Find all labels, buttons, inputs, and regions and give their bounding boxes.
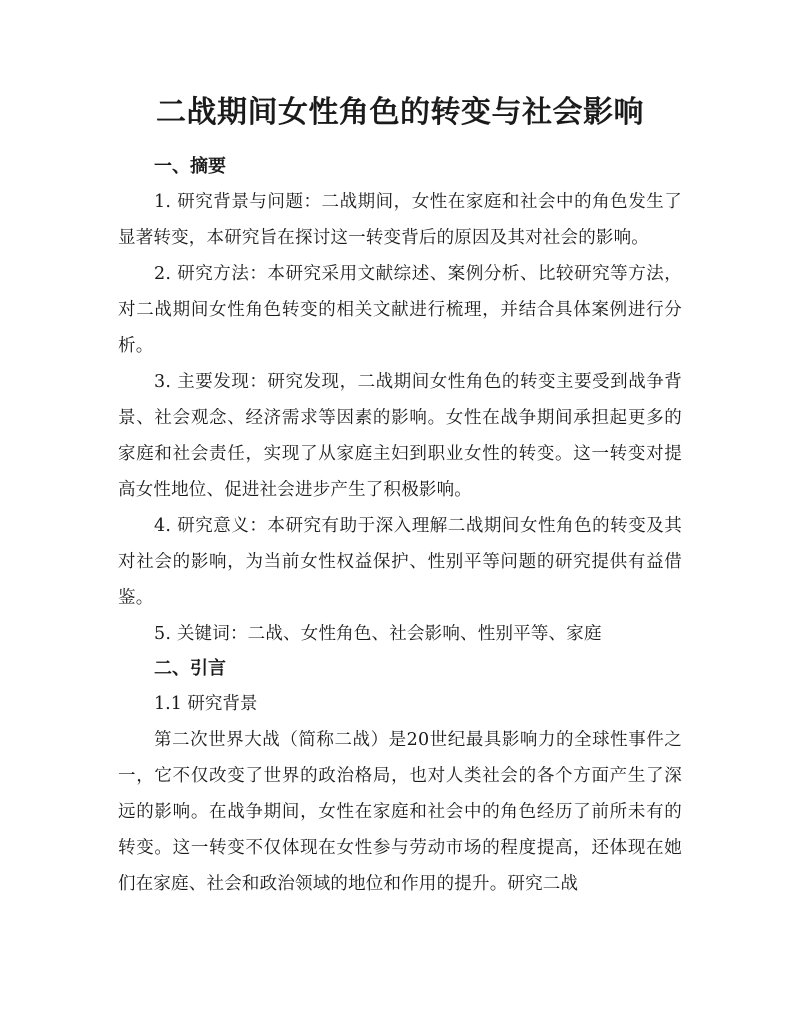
abstract-item-keywords: 5. 关键词：二战、女性角色、社会影响、性别平等、家庭 — [154, 624, 602, 644]
document-title: 二战期间女性角色的转变与社会影响 — [156, 95, 644, 130]
abstract-item-findings: 3. 主要发现：研究发现，二战期间女性角色的转变主要受到战争背景、社会观念、经济需求等因素的影响。女性在战争期间承担起更多的家庭和社会责任，实现了从家庭主妇到职业女性的转变。这一转变对提高女性地位、促进社会进步产生了积极影响。 — [118, 372, 682, 500]
abstract-section — [118, 150, 682, 652]
introduction-heading: 二、引言 — [154, 658, 226, 679]
abstract-item-methods: 2. 研究方法：本研究采用文献综述、案例分析、比较研究等方法，对二战期间女性角色转变的相关文献进行梳理，并结合具体案例进行分析。 — [118, 264, 682, 356]
abstract-item-significance: 4. 研究意义：本研究有助于深入理解二战期间女性角色的转变及其对社会的影响，为当前女性权益保护、性别平等问题的研究提供有益借鉴。 — [118, 516, 682, 608]
abstract-heading: 一、摘要 — [154, 156, 226, 177]
introduction-section — [118, 652, 682, 902]
research-background-subheading: 1.1 研究背景 — [154, 694, 258, 714]
abstract-item-background: 1. 研究背景与问题：二战期间，女性在家庭和社会中的角色发生了显著转变，本研究旨在探讨这一转变背后的原因及其对社会的影响。 — [118, 192, 682, 248]
introduction-paragraph: 第二次世界大战（简称二战）是20世纪最具影响力的全球性事件之一，它不仅改变了世界的政治格局，也对人类社会的各个方面产生了深远的影响。在战争期间，女性在家庭和社会中的角色经历了前所未有的转变。这一转变不仅体现在女性参与劳动市场的程度提高，还体现在她们在家庭、社会和政治领域的地位和作用的提升。研究二战 — [118, 730, 682, 894]
